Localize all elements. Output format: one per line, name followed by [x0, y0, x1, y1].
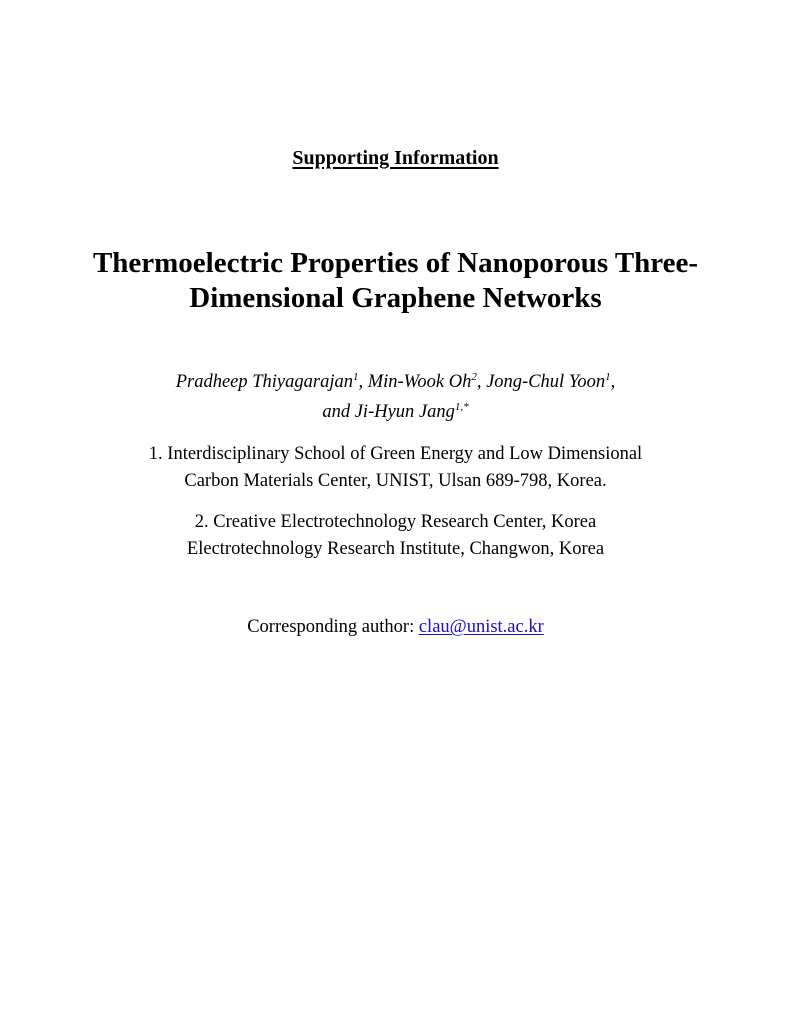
author-affiliation-mark: 1	[605, 371, 611, 383]
corresponding-author-label: Corresponding author:	[247, 617, 419, 637]
author-separator: ,	[358, 372, 368, 392]
supporting-information-heading: Supporting Information	[292, 147, 499, 169]
author-list	[0, 367, 791, 427]
author-affiliation-mark: 1,*	[454, 401, 469, 413]
paper-title-line-1: Thermoelectric Properties of Nanoporous Three-	[92, 247, 699, 279]
author-name: Pradheep Thiyagarajan	[175, 372, 353, 392]
author-name: Jong-Chul Yoon	[486, 372, 606, 392]
paper-title	[0, 246, 791, 316]
affiliation-2-line-1: 2. Creative Electrotechnology Research Center, Korea	[194, 512, 597, 532]
author-line-2	[0, 397, 791, 427]
author-name: and Ji-Hyun Jang	[322, 402, 455, 422]
affiliation-1-line-2: Carbon Materials Center, UNIST, Ulsan 689-798, Korea.	[184, 471, 607, 491]
affiliation-2	[0, 509, 791, 563]
affiliation-1-line-1: 1. Interdisciplinary School of Green Energy and Low Dimensional	[148, 444, 643, 464]
affiliation-1	[0, 441, 791, 495]
corresponding-author	[0, 617, 791, 638]
author-line-1	[0, 367, 791, 397]
affiliation-2-line-2: Electrotechnology Research Institute, Changwon, Korea	[186, 539, 605, 559]
paper-title-line-2: Dimensional Graphene Networks	[189, 282, 602, 314]
author-affiliation-mark: 2	[471, 371, 477, 383]
author-affiliation-mark: 1	[352, 371, 359, 383]
corresponding-email-link[interactable]: clau@unist.ac.kr	[418, 617, 544, 637]
author-name: Min-Wook Oh	[367, 372, 472, 392]
author-separator: ,	[476, 372, 487, 392]
author-separator: ,	[610, 372, 616, 392]
